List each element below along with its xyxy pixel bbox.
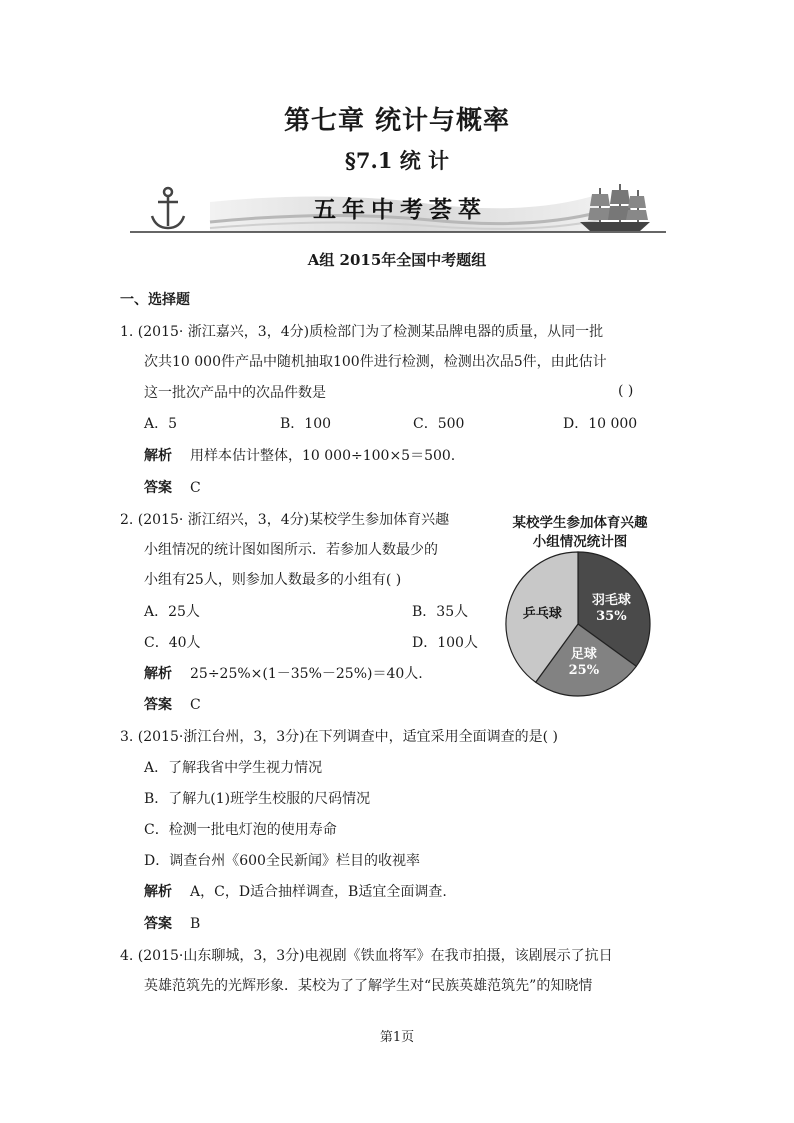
q3-option-a: A．了解我省中学生视力情况 xyxy=(144,760,323,776)
q3-option-d: D．调查台州《600全民新闻》栏目的收视率 xyxy=(144,853,420,869)
q3-analysis: A，C，D适合抽样调查，B适宜全面调查. xyxy=(190,884,447,900)
pie-label-2: 乒乓球 xyxy=(522,606,562,622)
q2-option-d: D．100人 xyxy=(412,635,478,651)
q1-line1: 1. (2015· 浙江嘉兴，3，4分)质检部门为了检测某品牌电器的质量，从同一批 xyxy=(120,324,604,340)
page-footer: 第1页 xyxy=(379,1030,415,1045)
q2-analysis: 25÷25%×(1－35%－25%)＝40人. xyxy=(190,666,423,682)
q1-option-b: B．100 xyxy=(280,416,332,432)
q4-line2: 英雄范筑先的光辉形象．某校为了了解学生对“民族英雄范筑先”的知晓情 xyxy=(144,978,593,994)
group-title: A组 2015年全国中考题组 xyxy=(307,251,487,269)
chart-title-line1: 某校学生参加体育兴趣 xyxy=(512,515,648,531)
q4-line1: 4. (2015·山东聊城，3，3分)电视剧《铁血将军》在我市拍摄，该剧展示了抗日 xyxy=(120,948,613,964)
q2-option-a: A．25人 xyxy=(144,604,200,620)
q3-analysis-label: 解析 xyxy=(144,884,172,900)
q1-line3: 这一批次产品中的次品件数是 xyxy=(144,385,326,401)
q2-option-b: B．35人 xyxy=(412,604,469,620)
q1-answer: C xyxy=(190,480,201,496)
q3-line1: 3. (2015·浙江台州，3，3分)在下列调查中，适宜采用全面调查的是( ) xyxy=(120,729,558,745)
q2-line1: 2. (2015· 浙江绍兴，3，4分)某校学生参加体育兴趣 xyxy=(120,512,450,528)
pie-value-label-1: 25% xyxy=(568,662,600,678)
q2-answer: C xyxy=(190,697,201,713)
q3-answer-label: 答案 xyxy=(144,916,172,932)
q2-option-c: C．40人 xyxy=(144,635,201,651)
q2-line3: 小组有25人，则参加人数最多的小组有( ) xyxy=(144,572,402,588)
q1-answer-label: 答案 xyxy=(144,480,172,496)
q3-option-c: C．检测一批电灯泡的使用寿命 xyxy=(144,822,337,838)
pie-label-1: 足球 xyxy=(570,646,597,662)
section-title: §7.1 统 计 xyxy=(344,148,450,173)
pie-chart xyxy=(500,548,660,700)
q1-analysis: 用样本估计整体，10 000÷100×5＝500. xyxy=(190,448,456,464)
banner-title: 五年中考荟萃 xyxy=(313,197,487,223)
q1-option-d: D．10 000 xyxy=(563,416,638,432)
q3-answer: B xyxy=(190,916,201,932)
pie-label-0: 羽毛球 xyxy=(591,593,631,609)
chart-title-line2: 小组情况统计图 xyxy=(532,534,628,550)
q1-option-c: C．500 xyxy=(413,416,465,432)
q1-answer-blank: ( ) xyxy=(618,383,634,399)
pie-value-label-0: 35% xyxy=(596,609,627,625)
chapter-title: 第七章 统计与概率 xyxy=(283,106,511,136)
q1-option-a: A．5 xyxy=(144,416,178,432)
q2-answer-label: 答案 xyxy=(144,697,172,713)
q1-line2: 次共10 000件产品中随机抽取100件进行检测，检测出次品5件，由此估计 xyxy=(144,354,607,370)
q1-analysis-label: 解析 xyxy=(144,448,172,464)
q2-line2: 小组情况的统计图如图所示．若参加人数最少的 xyxy=(144,542,438,558)
q3-option-b: B．了解九(1)班学生校服的尺码情况 xyxy=(144,791,371,807)
anchor-icon xyxy=(152,188,184,228)
q2-analysis-label: 解析 xyxy=(144,666,172,682)
section-heading: 一、选择题 xyxy=(120,292,190,308)
